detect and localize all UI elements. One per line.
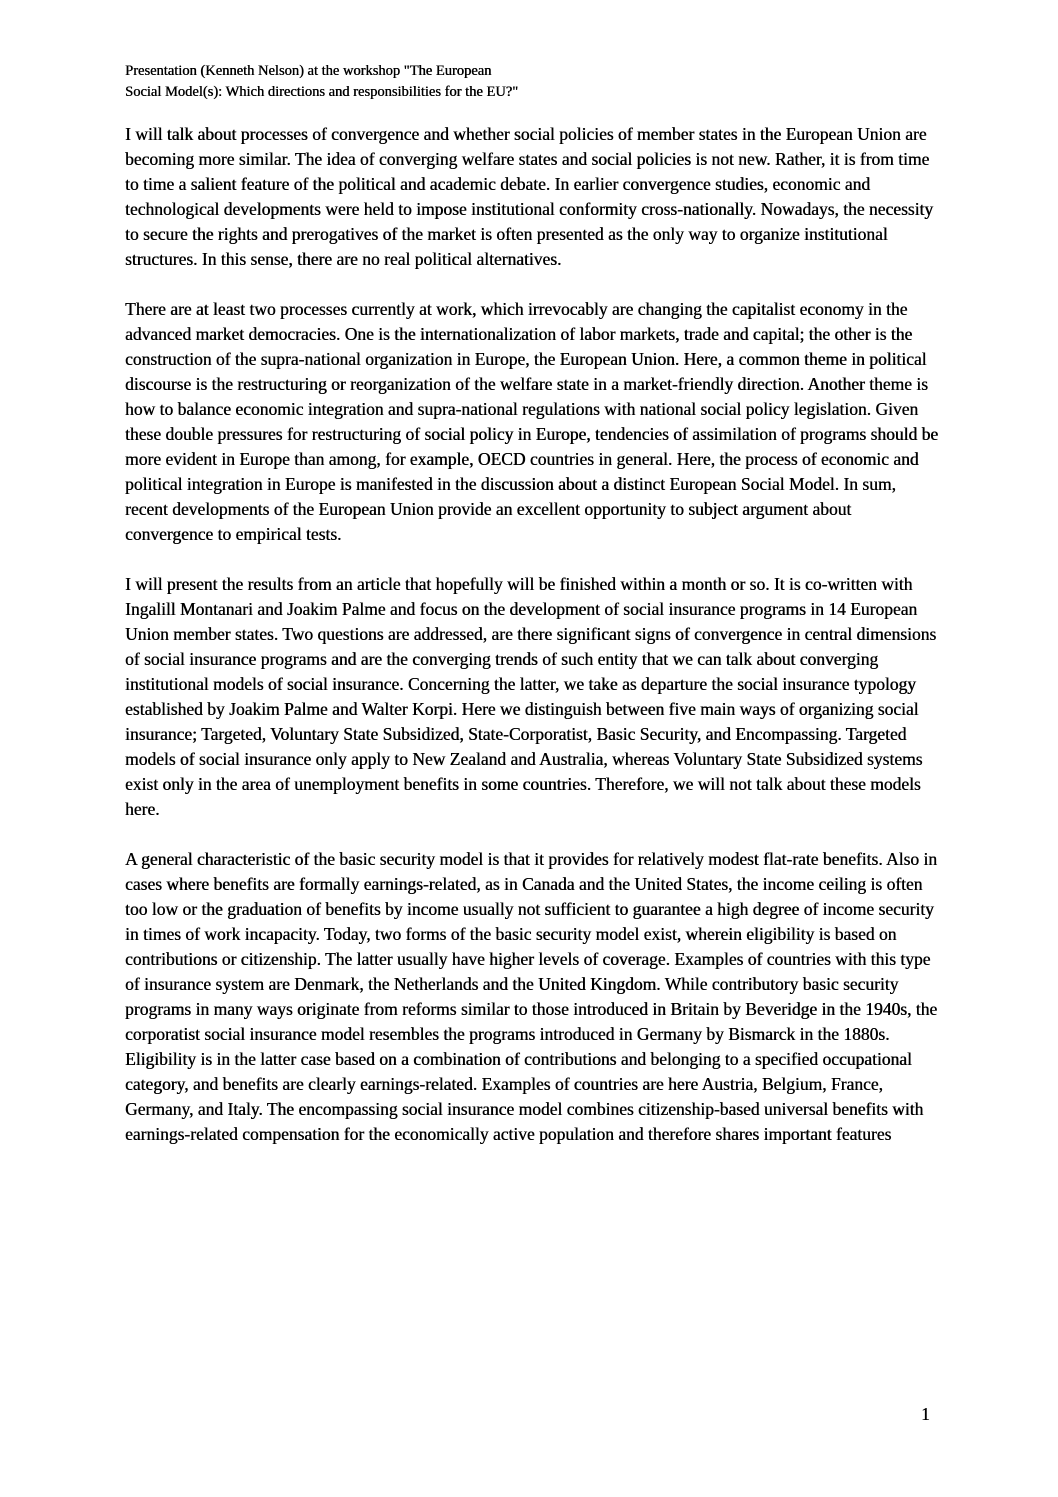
paragraph-3: I will present the results from an article that hopefully will be finished within a month or so. It is co-written with Ingalill Montanari and Joakim Palme and focus on the development of social insurance programs in 14 European Union member states. Two questions are addressed, are there significant signs of convergence in central dimensions of social insurance programs and are the converging trends of such entity that we can talk about converging institutional models of social insurance. Concerning the latter, we take as departure the social insurance typology established by Joakim Palme and Walter Korpi. Here we distinguish between five main ways of organizing social insurance; Targeted, Voluntary State Subsidized, State-Corporatist, Basic Security, and Encompassing. Targeted models of social insurance only apply to New Zealand and Australia, whereas Voluntary State Subsidized systems exist only in the area of unemployment benefits in some countries. Therefore, we will not talk about these models here. — [125, 574, 937, 819]
header-line-2: Social Model(s): Which directions and responsibilities for the EU?" — [125, 84, 519, 100]
page-number: 1 — [921, 1404, 930, 1424]
paragraph-1: I will talk about processes of convergence and whether social policies of member states in the European Union are becoming more similar. The idea of converging welfare states and social policies is not new. Rather, it is from time to time a salient feature of the political and academic debate. In earlier convergence studies, economic and technological developments were held to impose institutional conformity cross-nationally. Nowadays, the necessity to secure the rights and prerogatives of the market is often presented as the only way to organize institutional structures. In this sense, there are no real political alternatives. — [125, 124, 934, 269]
document-header — [125, 61, 825, 103]
header-line-1: Presentation (Kenneth Nelson) at the workshop "The European — [125, 63, 492, 79]
document-body — [125, 122, 941, 1172]
paragraph-2: There are at least two processes currently at work, which irrevocably are changing the capitalist economy in the advanced market democracies. One is the internationalization of labor markets, trade and capital; the other is the construction of the supra-national organization in Europe, the European Union. Here, a common theme in political discourse is the restructuring or reorganization of the welfare state in a market-friendly direction. Another theme is how to balance economic integration and supra-national regulations with national social policy legislation. Given these double pressures for restructuring of social policy in Europe, tendencies of assimilation of programs should be more evident in Europe than among, for example, OECD countries in general. Here, the process of economic and political integration in Europe is manifested in the discussion about a distinct European Social Model. In sum, recent developments of the European Union provide an excellent opportunity to subject argument about convergence to empirical tests. — [125, 299, 939, 544]
paragraph-4: A general characteristic of the basic security model is that it provides for relatively modest flat-rate benefits. Also in cases where benefits are formally earnings-related, as in Canada and the United States, the income ceiling is often too low or the graduation of benefits by income usually not sufficient to guarantee a high degree of income security in times of work incapacity. Today, two forms of the basic security model exist, wherein eligibility is based on contributions or citizenship. The latter usually have higher levels of coverage. Examples of countries with this type of insurance system are Denmark, the Netherlands and the United Kingdom. While contributory basic security programs in many ways originate from reforms similar to those introduced in Britain by Beveridge in the 1940s, the corporatist social insurance model resembles the programs introduced in Germany by Bismarck in the 1880s. Eligibility is in the latter case based on a combination of contributions and belonging to a specified occupational category, and benefits are clearly earnings-related. Examples of countries are here Austria, Belgium, France, Germany, and Italy. The encompassing social insurance model combines citizenship-based universal benefits with earnings-related compensation for the economically active population and therefore shares important features — [125, 849, 938, 1144]
